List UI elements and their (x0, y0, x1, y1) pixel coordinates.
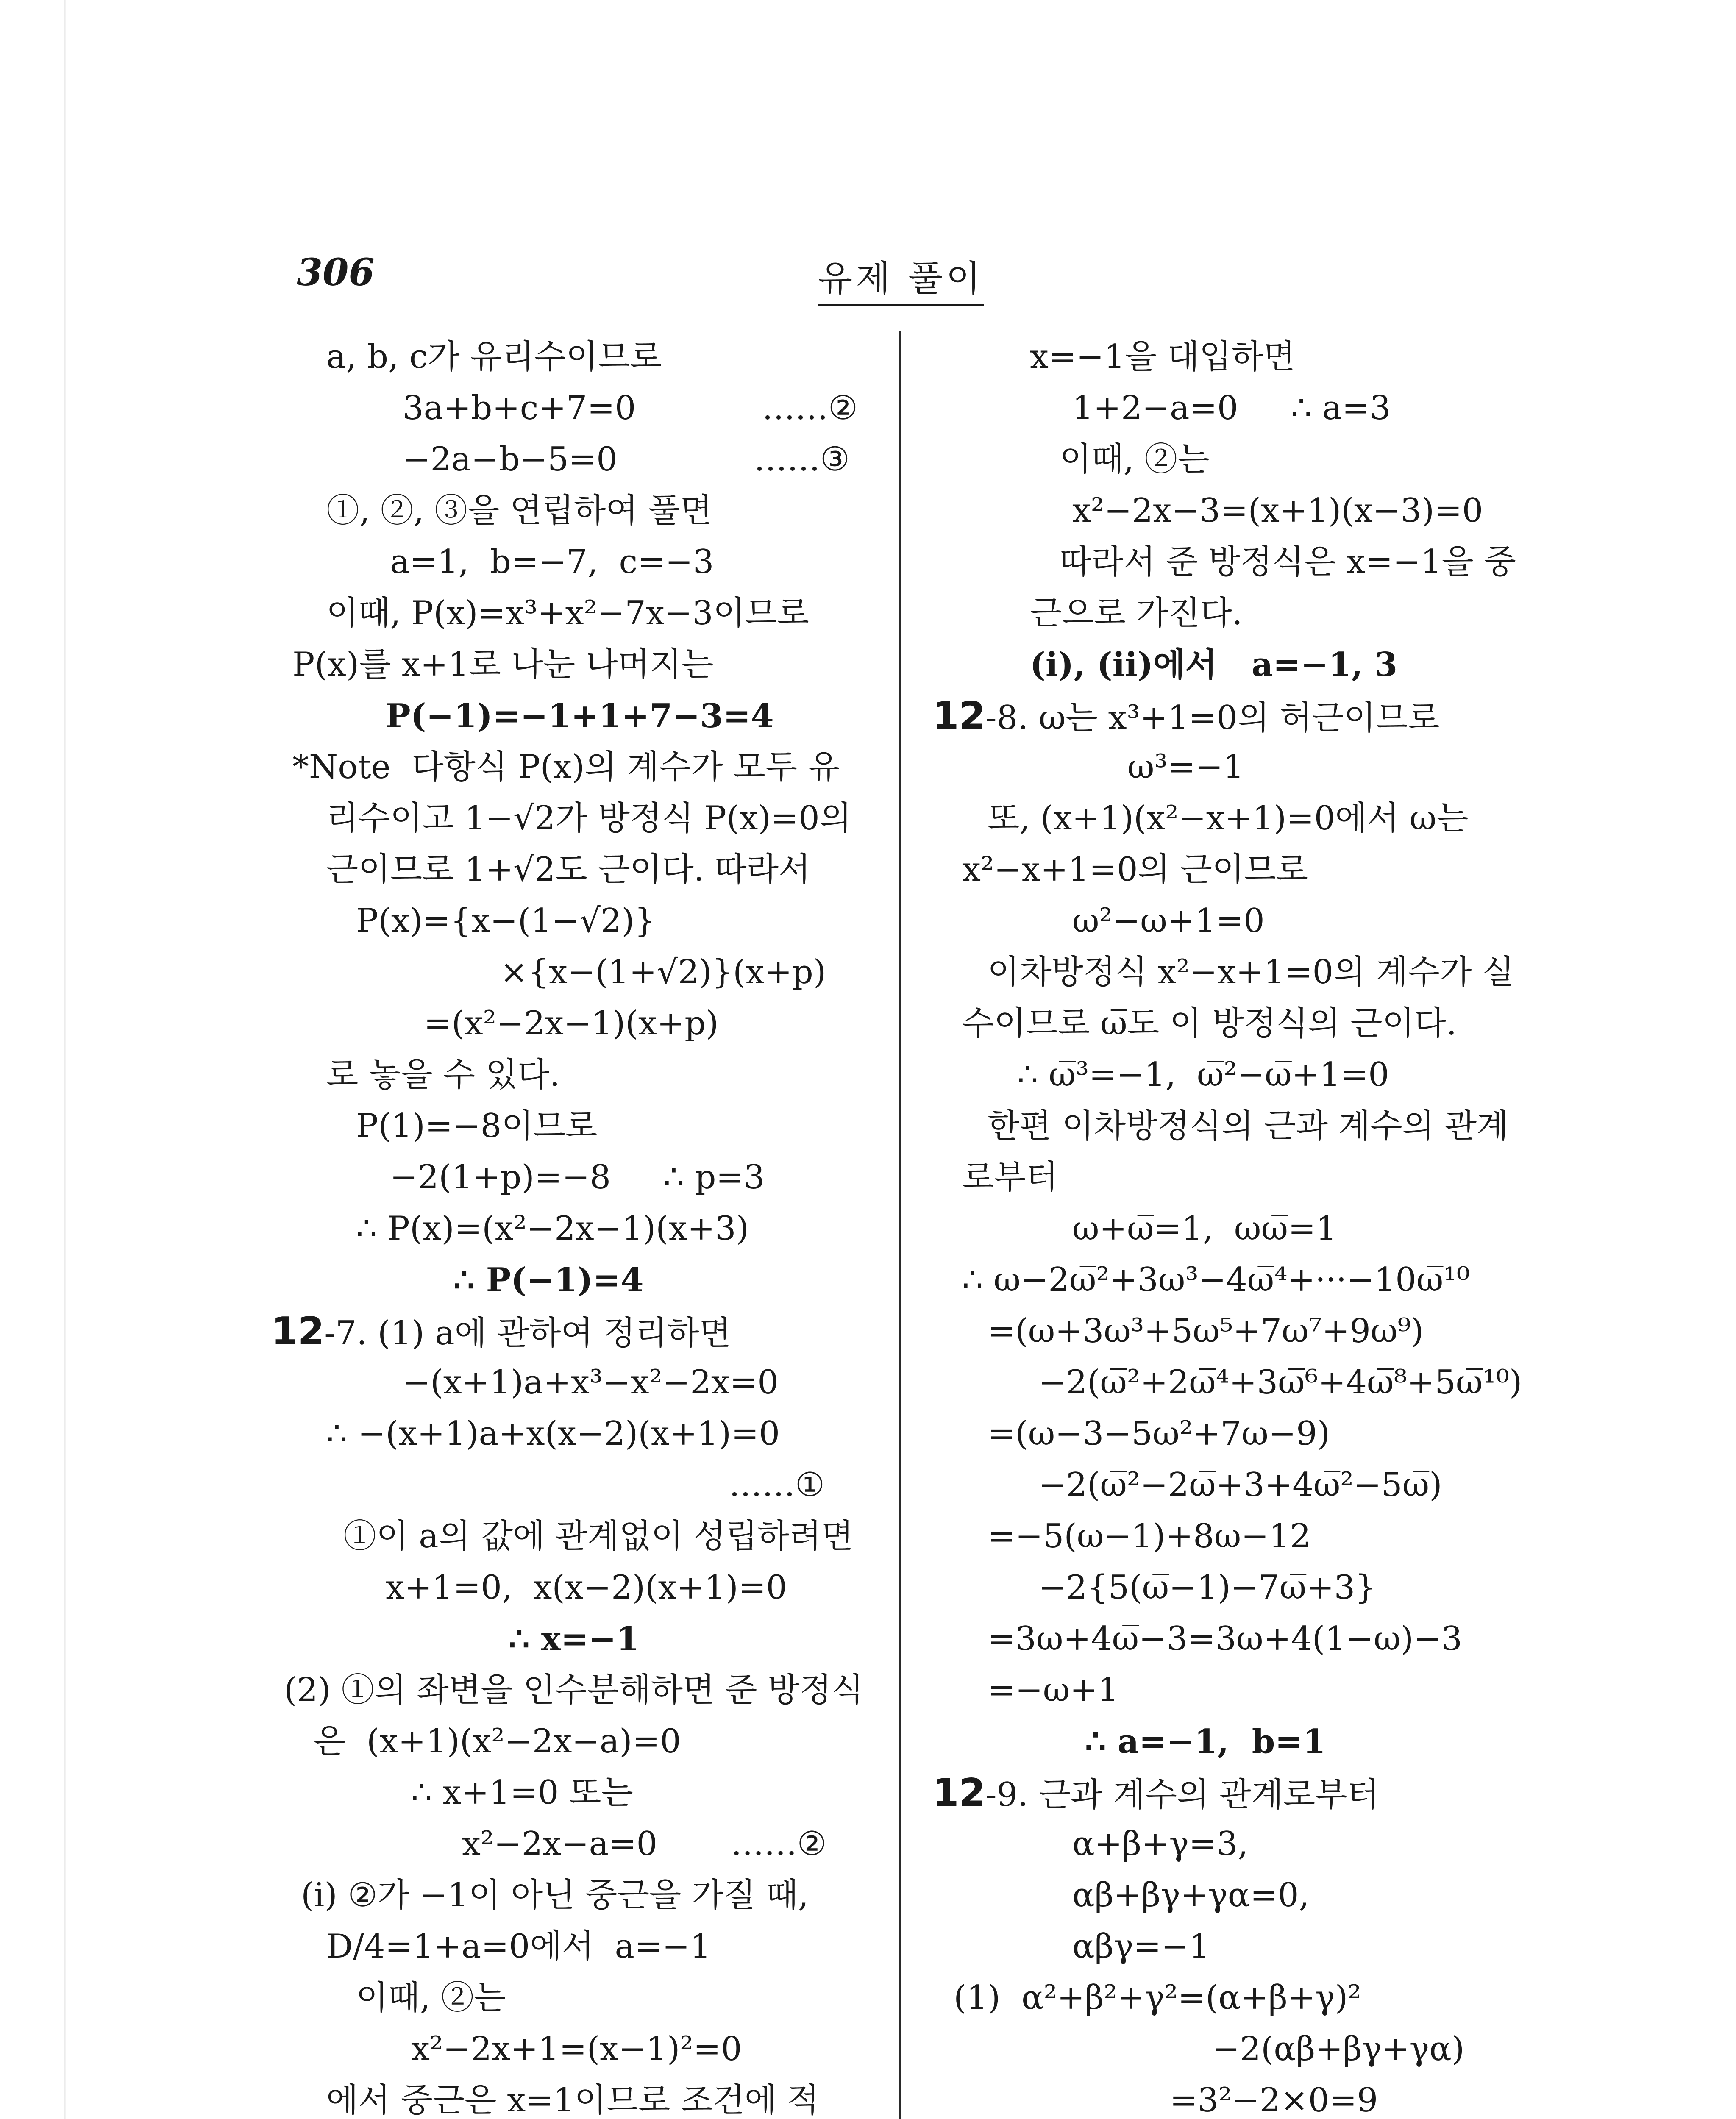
text-line: =−ω+1 (988, 1671, 1119, 1709)
text-line: −(x+1)a+x³−x²−2x=0 (403, 1363, 779, 1402)
text-line: 에서 중근은 x=1이므로 조건에 적 (326, 2081, 819, 2119)
text-line: ∴ −(x+1)a+x(x−2)(x+1)=0 (326, 1415, 780, 1453)
text-line: 수이므로 ω̅도 이 방정식의 근이다. (962, 1004, 1457, 1043)
text-line: 로 놓을 수 있다. (326, 1056, 560, 1094)
problem-heading: 12-9. 근과 계수의 관계로부터 (932, 1771, 1379, 1815)
problem-label: 12 (932, 1771, 986, 1815)
text-line: =−5(ω−1)+8ω−12 (988, 1517, 1311, 1555)
text-line: 1+2−a=0 ∴ a=3 (1072, 389, 1391, 427)
text-line: (2) ①의 좌변을 인수분해하면 준 방정식 (284, 1671, 864, 1709)
text-line: ω²−ω+1=0 (1072, 902, 1265, 940)
text-line: ω³=−1 (1127, 748, 1244, 786)
answer-line: P(−1)=−1+1+7−3=4 (386, 697, 774, 735)
text-line: −2{5(ω̅−1)−7ω̅+3} (1038, 1568, 1376, 1607)
text-line: ∴ ω−2ω̅²+3ω³−4ω̅⁴+···−10ω̅¹⁰ (962, 1261, 1470, 1299)
column-divider (899, 331, 901, 2119)
text-line: −2(ω̅²+2ω̅⁴+3ω̅⁶+4ω̅⁸+5ω̅¹⁰) (1038, 1363, 1522, 1402)
text-line: ×{x−(1+√2)}(x+p) (500, 953, 826, 991)
left-column (271, 331, 882, 2119)
text-line: =(ω+3ω³+5ω⁵+7ω⁷+9ω⁹) (988, 1312, 1424, 1350)
text-line: 이때, ②는 (1060, 440, 1210, 478)
text-line: =3²−2×0=9 (1170, 2081, 1378, 2119)
text-line: ∴ ω̅³=−1, ω̅²−ω̅+1=0 (1017, 1056, 1389, 1094)
answer-line: ∴ x=−1 (509, 1620, 640, 1658)
binding-shadow (64, 0, 66, 2119)
text-line: αβγ=−1 (1072, 1927, 1210, 1966)
text-line: αβ+βγ+γα=0, (1072, 1876, 1310, 1914)
text-line: =(ω−3−5ω²+7ω−9) (988, 1415, 1330, 1453)
text-line: 한편 이차방정식의 근과 계수의 관계 (988, 1107, 1509, 1145)
text-line: 은 (x+1)(x²−2x−a)=0 (314, 1722, 681, 1760)
text-line: P(x)를 x+1로 나눈 나머지는 (292, 645, 714, 684)
text-line: x²−2x−a=0 ……② (462, 1825, 827, 1863)
text-line: =(x²−2x−1)(x+p) (424, 1004, 719, 1043)
text-line: =3ω+4ω̅−3=3ω+4(1−ω)−3 (988, 1620, 1463, 1658)
text-line: a=1, b=−7, c=−3 (390, 543, 714, 581)
problem-label: 12 (271, 1309, 325, 1354)
answer-line: ∴ a=−1, b=1 (1085, 1722, 1326, 1761)
text-line: P(x)={x−(1−√2)} (356, 902, 656, 940)
text-line: D/4=1+a=0에서 a=−1 (326, 1927, 711, 1966)
answer-line: ∴ P(−1)=4 (453, 1261, 644, 1299)
text-line: x+1=0, x(x−2)(x+1)=0 (386, 1568, 787, 1607)
text-line: x²−2x+1=(x−1)²=0 (411, 2030, 742, 2068)
text-line: a, b, c가 유리수이므로 (326, 338, 662, 376)
text-line: α+β+γ=3, (1072, 1825, 1248, 1863)
text-line: 근이므로 1+√2도 근이다. 따라서 (326, 851, 811, 889)
text-line: ①, ②, ③을 연립하여 풀면 (326, 492, 712, 530)
text-line: 이때, ②는 (356, 1979, 506, 2017)
text-line: 로부터 (962, 1158, 1058, 1196)
text-line: −2(ω̅²−2ω̅+3+4ω̅²−5ω̅) (1038, 1466, 1442, 1504)
problem-heading: 12-7. (1) a에 관하여 정리하면 (271, 1309, 731, 1354)
text-line: x=−1을 대입하면 (1030, 338, 1295, 376)
text-line: x²−2x−3=(x+1)(x−3)=0 (1072, 492, 1483, 530)
right-column (932, 331, 1543, 2119)
problem-label: 12 (932, 694, 986, 738)
text-line: ①이 a의 값에 관계없이 성립하려면 (343, 1517, 854, 1555)
text-line: x²−x+1=0의 근이므로 (962, 851, 1308, 889)
text-line: 따라서 준 방정식은 x=−1을 중 (1060, 543, 1516, 581)
answer-line: (i), (ii)에서 a=−1, 3 (1030, 645, 1398, 684)
text-line: 리수이고 1−√2가 방정식 P(x)=0의 (326, 799, 852, 837)
text-line: ∴ x+1=0 또는 (411, 1774, 633, 1812)
text-line: P(1)=−8이므로 (356, 1107, 598, 1145)
text-line: (1) α²+β²+γ²=(α+β+γ)² (954, 1979, 1361, 2017)
text-line: (i) ②가 −1이 아닌 중근을 가질 때, (301, 1876, 809, 1914)
running-head: 유제 풀이 (818, 250, 984, 306)
text-line: 3a+b+c+7=0 ……② (403, 389, 858, 427)
text-line: ……① (729, 1466, 825, 1504)
text-line: 이때, P(x)=x³+x²−7x−3이므로 (326, 594, 809, 632)
text-line: −2(1+p)=−8 ∴ p=3 (390, 1158, 765, 1196)
text-line: −2(αβ+βγ+γα) (1212, 2030, 1465, 2068)
text-line: −2a−b−5=0 ……③ (403, 440, 850, 478)
text-line: 근으로 가진다. (1030, 594, 1243, 632)
text-line: *Note 다항식 P(x)의 계수가 모두 유 (292, 748, 840, 786)
text-line: ω+ω̅=1, ωω̅=1 (1072, 1210, 1337, 1248)
text-line: 또, (x+1)(x²−x+1)=0에서 ω는 (988, 799, 1469, 837)
text-line: ∴ P(x)=(x²−2x−1)(x+3) (356, 1210, 749, 1248)
text-line: 이차방정식 x²−x+1=0의 계수가 실 (988, 953, 1514, 991)
problem-heading: 12-8. ω는 x³+1=0의 허근이므로 (932, 694, 1440, 738)
page-number: 306 (297, 250, 375, 294)
